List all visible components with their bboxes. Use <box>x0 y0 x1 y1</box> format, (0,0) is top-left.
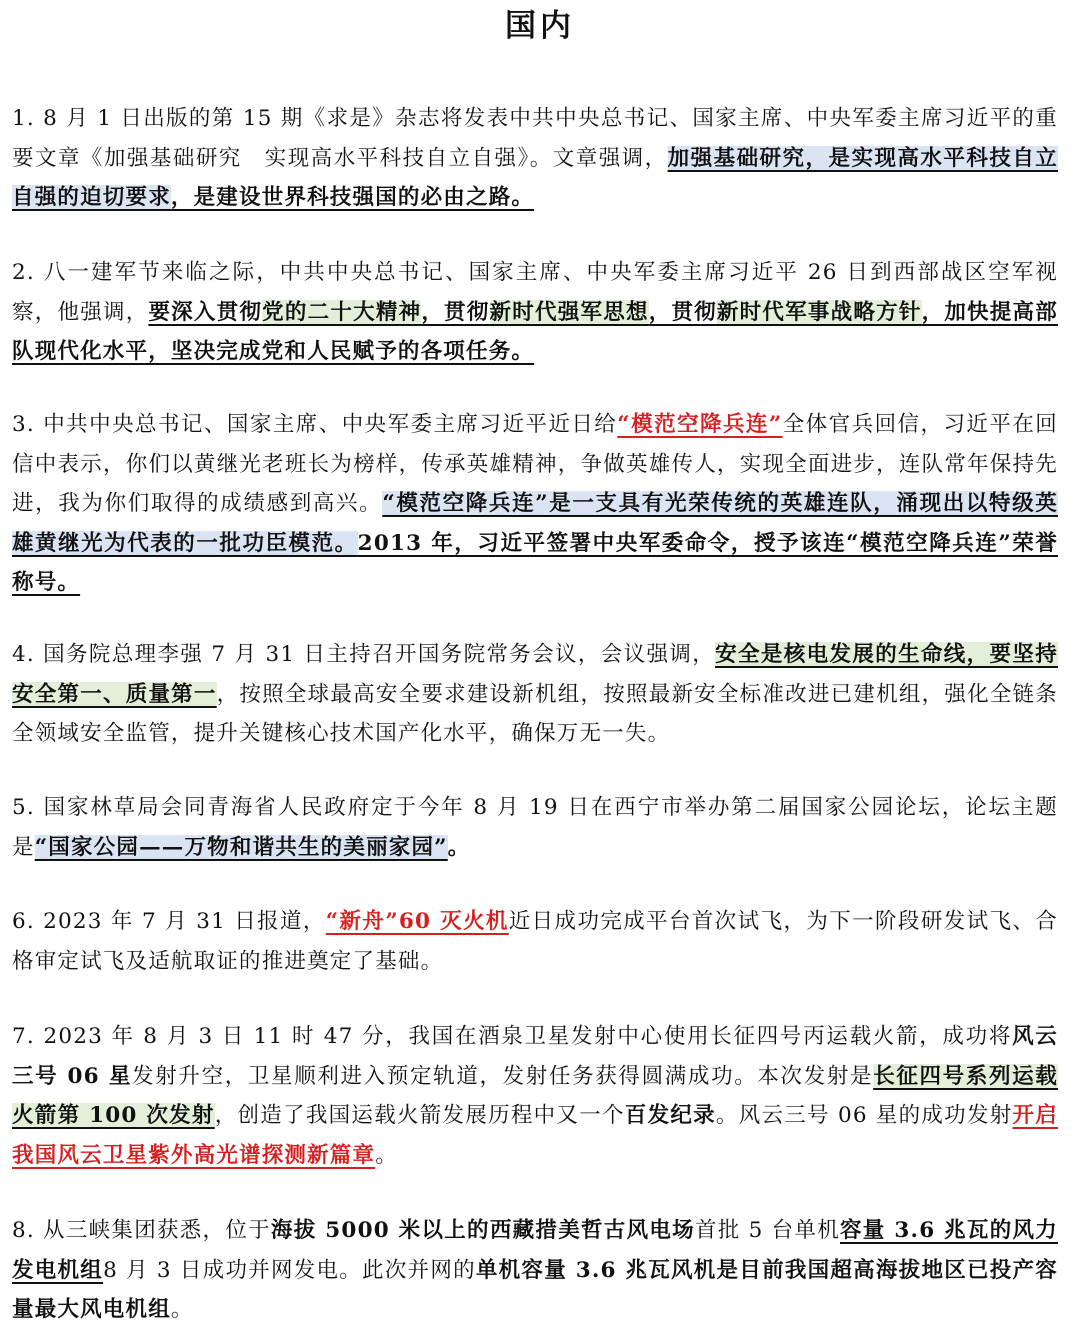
item-8-text-b: 首批 5 台单机 <box>694 1218 841 1243</box>
item-8-key-point: 单机容量 3.6 兆瓦风机是目前我国超高海拔地区已投产容量最大风电机组 <box>12 1257 1058 1322</box>
item-4-key-point: 安全是核电发展的生命线，要坚持安全第一、质量第一 <box>12 642 1058 707</box>
item-8-text-d: 。 <box>170 1297 194 1322</box>
item-3-text-c: 2013 年，习近平签署中央军委命令，授予该连“模范空降兵连”荣誉称号。 <box>12 530 1058 595</box>
item-7-key-point: 长征四号系列运载火箭第 100 次发射 <box>12 1063 1059 1128</box>
news-item-3 <box>12 405 1058 603</box>
item-1-key-point: 加强基础研究，是实现高水平科技自立自强的迫切要求 <box>12 145 1058 210</box>
item-8-text-a: 8. 从三峡集团获悉，位于 <box>12 1218 271 1243</box>
item-3-text-a: 3. 中共中央总书记、国家主席、中央军委主席习近平近日给 <box>12 412 618 437</box>
item-5-text-a: 5. 国家林草局会同青海省人民政府定于今年 8 月 19 日在西宁市举办第二届国家公园论坛，论坛主题是 <box>12 795 1058 860</box>
item-4-text-b: ，按照全球最高安全要求建设新机组，按照最新安全标准改进已建机组，强化全链条全领域安全监管，提升关键核心技术国产化水平，确保万无一失。 <box>12 681 1059 746</box>
page-title: 国内 <box>505 8 575 44</box>
item-7-text-d: 。风云三号 06 星的成功发射 <box>715 1103 1013 1128</box>
item-2-text-d: ，贯彻 <box>648 299 717 325</box>
item-3-key-point: “模范空降兵连”是一支具有光荣传统的英雄连队，涌现出以特级英雄黄继光为代表的一批功臣模范。 <box>12 491 1058 556</box>
item-2-text-e: ，加快提高部队现代化水平，坚决完成党和人民赋予的各项任务。 <box>12 299 1058 364</box>
item-7-text-b: 发射升空，卫星顺利进入预定轨道，发射任务获得圆满成功。本次发射是 <box>132 1063 874 1089</box>
item-6-aircraft: “新舟”60 灭火机 <box>325 909 509 934</box>
item-3-unit-name: “模范空降兵连” <box>617 412 783 437</box>
item-4-text-a: 4. 国务院总理李强 7 月 31 日主持召开国务院常务会议，会议强调， <box>12 642 716 667</box>
item-1-text-a: 1. 8 月 1 日出版的第 15 期《求是》杂志将发表中共中央总书记、国家主席、中央军委主席习近平的重要文章《加强基础研究 实现高水平科技自立自强》。文章强调， <box>12 106 1058 171</box>
news-item-4 <box>12 635 1058 754</box>
item-8-capacity: 容量 3.6 兆瓦的风力发电机组 <box>12 1218 1058 1283</box>
item-5-theme: “国家公园——万物和谐共生的美丽家园” <box>34 834 448 860</box>
news-item-6 <box>12 902 1058 981</box>
item-3-text-b: 全体官兵回信，习近平在回信中表示，你们以黄继光老班长为榜样，传承英雄精神，争做英雄传人，实现全面进步，连队常年保持先进，我为你们取得的成绩感到高兴。 <box>12 412 1059 516</box>
news-item-8 <box>12 1211 1058 1330</box>
news-item-1 <box>12 99 1058 218</box>
item-2-text-a: 2. 八一建军节来临之际，中共中央总书记、国家主席、中央军委主席习近平 26 日到西部战区空军视察，他强调， <box>12 260 1058 325</box>
item-6-text-a: 6. 2023 年 7 月 31 日报道， <box>12 909 326 934</box>
item-2-key-point-3: 新时代军事战略方针 <box>716 299 922 325</box>
item-7-text-e: 。 <box>375 1142 398 1168</box>
item-7-text-c: ，创造了我国运载火箭发展历程中又一个 <box>214 1103 625 1128</box>
item-7-milestone: 开启我国风云卫星紫外高光谱探测新篇章 <box>12 1103 1058 1168</box>
item-7-record: 百发纪录 <box>624 1103 716 1128</box>
item-7-satellite: 风云三号 06 星 <box>12 1024 1058 1089</box>
item-5-text-b: 。 <box>447 834 471 860</box>
item-2-text-c: ，贯彻 <box>421 299 490 325</box>
news-item-5 <box>12 788 1058 867</box>
item-7-text-a: 7. 2023 年 8 月 3 日 11 时 47 分，我国在酒泉卫星发射中心使用长征四号丙运载火箭，成功将 <box>12 1024 1013 1049</box>
item-2-key-point-2: 新时代强军思想 <box>489 299 649 325</box>
news-item-2 <box>12 253 1058 372</box>
item-8-location: 海拔 5000 米以上的西藏措美哲古风电场 <box>270 1218 695 1243</box>
item-2-key-point-1: 党的二十大精神 <box>262 299 422 325</box>
item-8-text-c: 8 月 3 日成功并网发电。此次并网的 <box>103 1257 476 1283</box>
item-6-text-b: 近日成功完成平台首次试飞，为下一阶段研发试飞、合格审定试飞及适航取证的推进奠定了基础。 <box>12 909 1058 974</box>
news-item-7 <box>12 1017 1058 1175</box>
item-2-text-b: 要深入贯彻 <box>148 299 263 325</box>
item-1-text-b: ，是建设世界科技强国的必由之路。 <box>170 185 535 210</box>
